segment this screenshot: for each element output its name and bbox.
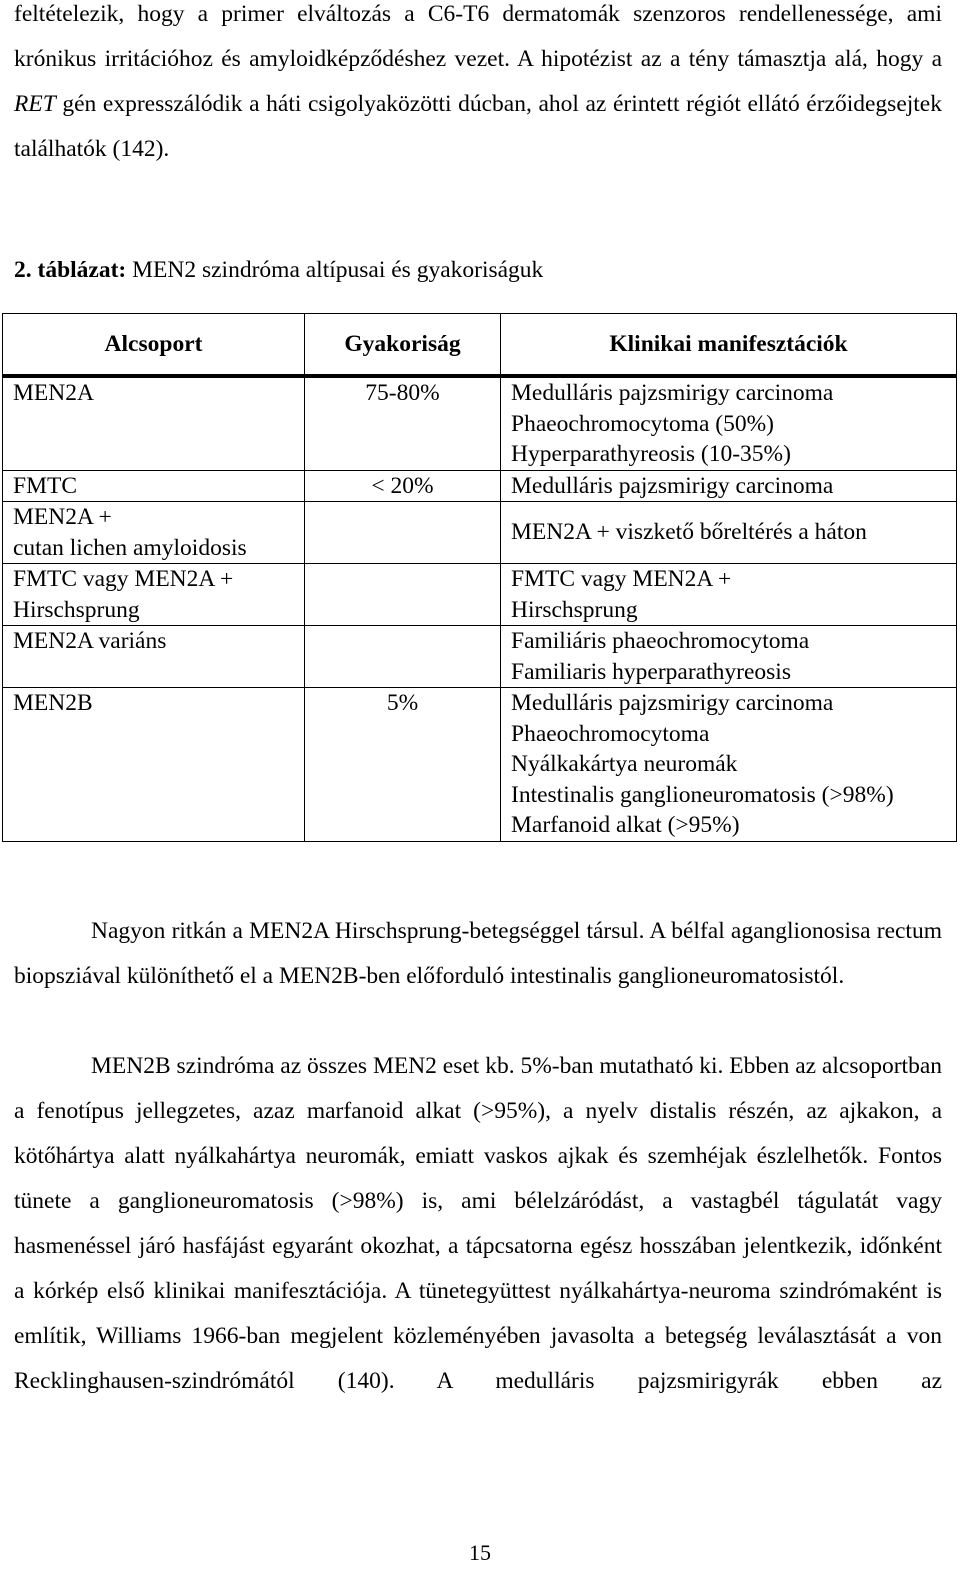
subgroup-text: MEN2A <box>13 380 94 406</box>
table-row <box>3 470 957 502</box>
manifestation-line: MEN2A + viszkető bőreltérés a háton <box>511 519 867 546</box>
manifestation-cell <box>501 688 957 842</box>
subgroup-cell <box>3 470 305 502</box>
manifestation-cell <box>501 502 957 564</box>
subgroup-text: cutan lichen amyloidosis <box>13 534 247 561</box>
subgroup-cell <box>3 688 305 842</box>
manifestation-line: Marfanoid alkat (>95%) <box>511 812 740 838</box>
subgroup-text: Hirschsprung <box>13 596 140 623</box>
table-row <box>3 502 957 564</box>
subgroup-cell <box>3 564 305 626</box>
subgroup-text: FMTC <box>13 472 77 499</box>
header-clinical-manifestations: Klinikai manifesztációk <box>501 314 957 377</box>
frequency-cell <box>305 626 501 688</box>
manifestation-line: Hirschsprung <box>511 596 638 623</box>
frequency-cell <box>305 502 501 564</box>
intro-text-start: feltételezik, hogy a primer elváltozás a C6-T6 dermatomák szenzoros rendellenessége, ami krónikus irritációhoz és amyloidképződéshez vezet. A hipotézist az a tény támasztja alá, hogy a <box>14 1 942 72</box>
manifestation-cell <box>501 626 957 688</box>
table-caption-text: MEN2 szindróma altípusai és gyakoriságuk <box>126 257 544 283</box>
subgroup-text: FMTC vagy MEN2A + <box>13 566 234 592</box>
subgroup-text: MEN2A variáns <box>13 628 167 654</box>
manifestation-line: Phaeochromocytoma <box>511 720 710 747</box>
body-paragraph-hirschsprung: Nagyon ritkán a MEN2A Hirschsprung-betegséggel társul. A bélfal aganglionosisa rectum biopsziával különíthető el a MEN2B-ben előforduló intestinalis ganglioneuromatosistól. <box>14 918 942 989</box>
frequency-cell: < 20% <box>305 470 501 502</box>
intro-text-end: gén expresszálódik a háti csigolyaközötti dúcban, ahol az érintett régiót ellátó érzőidegsejtek találhatók (142). <box>14 91 942 162</box>
manifestation-line: Familiáris phaeochromocytoma <box>511 628 810 654</box>
manifestation-line: Hyperparathyreosis (10-35%) <box>511 441 791 467</box>
header-subgroup: Alcsoport <box>3 314 305 377</box>
manifestation-cell <box>501 470 957 502</box>
table-row <box>3 688 957 842</box>
subgroup-cell <box>3 626 305 688</box>
table-caption-label: 2. táblázat: <box>14 257 127 283</box>
frequency-cell: 5% <box>305 688 501 842</box>
frequency-cell <box>305 564 501 626</box>
subgroup-cell <box>3 376 305 470</box>
men2-subtypes-table <box>2 313 957 842</box>
table-row <box>3 626 957 688</box>
body-paragraph-men2b: MEN2B szindróma az összes MEN2 eset kb. 5%-ban mutatható ki. Ebben az alcsoportban a fenotípus jellegzetes, azaz marfanoid alkat (>95%), a nyelv distalis részén, az ajkakon, a kötőhártya alatt nyálkahártya neuromák, emiatt vaskos ajkak és szemhéjak észlelhetők. Fontos tünete a ganglioneuromatosis (>98%) is, ami bélelzáródást, a vastagbél tágulatát vagy hasmenéssel járó hasfájást egyaránt okozhat, a tápcsatorna egész hosszában jelentkezik, időnként a kórkép első klinikai manifesztációja. A tünetegyüttest nyálkahártya-neuroma szindrómaként is említik, Williams 1966-ban megjelent közleményében javasolta a betegség leválasztását a von Recklinghausen-szindrómától (140). A medulláris pajzsmirigyrák ebben az <box>14 1053 943 1394</box>
manifestation-line: FMTC vagy MEN2A + <box>511 566 732 592</box>
frequency-cell: 75-80% <box>305 376 501 470</box>
manifestation-line: Phaeochromocytoma (50%) <box>511 410 774 437</box>
table-row <box>3 376 957 470</box>
manifestation-line: Nyálkakártya neuromák <box>511 751 738 777</box>
table-row <box>3 564 957 626</box>
manifestation-line: Medulláris pajzsmirigy carcinoma <box>511 380 834 406</box>
intro-gene-name: RET <box>14 91 56 117</box>
subgroup-text: MEN2B <box>13 690 93 716</box>
header-frequency: Gyakoriság <box>305 314 501 377</box>
page-number: 15 <box>469 1540 491 1565</box>
subgroup-cell <box>3 502 305 564</box>
manifestation-cell <box>501 564 957 626</box>
subgroup-text: MEN2A + <box>13 504 112 530</box>
manifestation-cell <box>501 376 957 470</box>
table-header-row <box>3 314 957 377</box>
manifestation-line: Medulláris pajzsmirigy carcinoma <box>511 690 834 716</box>
manifestation-line: Intestinalis ganglioneuromatosis (>98%) <box>511 781 894 808</box>
manifestation-line: Familiaris hyperparathyreosis <box>511 658 791 685</box>
table-caption <box>14 250 543 290</box>
manifestation-line: Medulláris pajzsmirigy carcinoma <box>511 472 834 499</box>
intro-paragraph <box>14 0 942 172</box>
